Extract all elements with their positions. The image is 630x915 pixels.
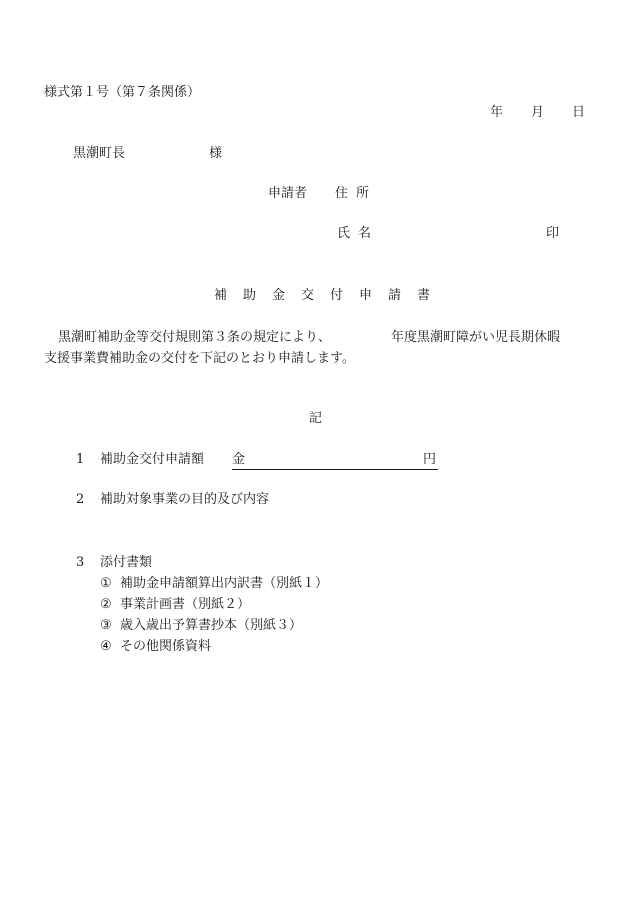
body-text-line-1 xyxy=(58,330,560,346)
address-label: 住所 xyxy=(335,186,378,201)
name-label: 氏名 xyxy=(337,226,380,241)
addressee-honorific: 様 xyxy=(209,146,223,161)
attachment-text: 事業計画書（別紙２） xyxy=(120,597,251,612)
attachment-mark: ② xyxy=(100,597,112,612)
item-label: 補助対象事業の目的及び内容 xyxy=(100,492,270,507)
body-text-part-a: 黒潮町補助金等交付規則第３条の規定により、 xyxy=(58,330,332,345)
form-number: 様式第１号（第７条関係） xyxy=(44,85,201,100)
attachment-item xyxy=(100,576,328,592)
addressee-name: 黒潮町長 xyxy=(73,146,126,161)
item-number: 2 xyxy=(76,492,85,507)
item-label: 添付書類 xyxy=(100,555,153,570)
ki-heading: 記 xyxy=(309,411,323,426)
applicant-label: 申請者 xyxy=(268,186,308,201)
amount-prefix: 金 xyxy=(232,452,246,467)
attachment-text: 歳入歳出予算書抄本（別紙３） xyxy=(120,618,303,633)
document-title: 補助金交付申請書 xyxy=(214,288,447,303)
addressee xyxy=(73,146,222,162)
applicant-address-line xyxy=(268,186,377,202)
attachment-mark: ③ xyxy=(100,618,112,633)
body-text-part-b: 年度黒潮町障がい児長期休暇 xyxy=(391,330,561,345)
item-requested-amount xyxy=(76,452,438,470)
item-number: 3 xyxy=(76,555,85,570)
attachment-item xyxy=(100,639,211,655)
date-day-label: 日 xyxy=(572,105,586,120)
item-purpose-content xyxy=(76,492,269,508)
item-number: 1 xyxy=(76,452,85,467)
attachment-text: 補助金申請額算出内訳書（別紙１） xyxy=(120,576,329,591)
attachment-mark: ④ xyxy=(100,639,112,654)
amount-field xyxy=(232,452,438,470)
body-text-line-2: 支援事業費補助金の交付を下記のとおり申請します。 xyxy=(44,351,355,366)
seal-mark: 印 xyxy=(546,226,560,241)
item-attachments xyxy=(76,555,152,571)
amount-suffix: 円 xyxy=(423,452,437,467)
attachment-mark: ① xyxy=(100,576,112,591)
attachment-item xyxy=(100,618,302,634)
attachment-text: その他関係資料 xyxy=(120,639,212,654)
attachment-item xyxy=(100,597,250,613)
item-label: 補助金交付申請額 xyxy=(100,452,205,467)
date-month-label: 月 xyxy=(531,105,545,120)
date-line xyxy=(490,105,585,121)
date-year-label: 年 xyxy=(490,105,504,120)
